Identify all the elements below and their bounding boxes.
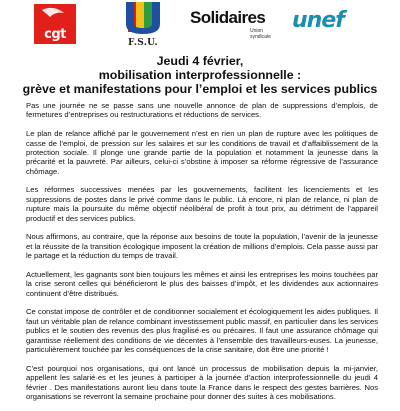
fsu-logo	[118, 0, 168, 48]
fsu-logo-graphic	[118, 0, 168, 38]
solidaires-logo-subtext: Union syndicale	[250, 28, 271, 40]
title-line-3: grève et manifestations pour l’emploi et les services publics	[22, 82, 378, 97]
paragraph: Ce constat impose de contrôler et de conditionner socialement et écologiquement les aides publiques. Il faut un véritable plan de relance combinant investissement public massif, en particulier dans les services publics et le soutien des revenus des plus fragilisé·es ou précaires. Il faut une assurance chômage qui garantisse réellement des conditions de vie décentes à l’ensemble des travailleurs-euses. La jeunesse, particulièrement touchée par les conséquences de la crise sanitaire, doit être une priorité !	[26, 307, 378, 355]
paragraph: Les réformes successives menées par les gouvernements, facilitent les licenciements et les suppressions de postes dans le privé comme dans le public. Là encore, ni plan de relance, ni plan de rupture mais la poursuite du même objectif néolibéral de profit à tout prix, au détriment de l’appareil productif et des services publics.	[26, 185, 378, 223]
paragraph: Actuellement, les gagnants sont bien toujours les mêmes et ainsi les entreprises les moins touchées par la crise seront celles qui bénéficieront le plus des baisses d’impôt, et les dividendes aux actionnaires continuent d’être distribués.	[26, 269, 378, 298]
paragraph: Le plan de relance affiché par le gouvernement n’est en rien un plan de rupture avec les politiques de casse de l’emploi, de pression sur les salaires et sur les conditions de travail et d’affaiblissement de la protection sociale. Il plonge une grande partie de la population et notamment la jeunesse dans la précarité et la pauvreté. Par ailleurs, celui-ci s’obstine à imposer sa réforme régressive de l’assurance chômage.	[26, 129, 378, 176]
paragraph: Nous affirmons, au contraire, que la réponse aux besoins de toute la population, l’avenir de la jeunesse et la réussite de la transition écologique imposent la création de millions d’emplois. Cela passe aussi par le partage et la réduction du temps de travail.	[26, 232, 378, 261]
solidaires-logo-text: Solidaires	[190, 8, 266, 27]
paragraph: Pas une journée ne se passe sans une nouvelle annonce de plan de suppressions d’emplois, de fermetures d’entreprises ou restructurations et réductions de services.	[26, 101, 378, 120]
title-line-1: Jeudi 4 février,	[156, 54, 244, 68]
cgt-logo-text: cgt	[44, 27, 66, 42]
logo-row	[0, 0, 400, 50]
title-line-2: mobilisation interprofessionnelle :	[98, 68, 302, 83]
unef-logo-text: unef	[292, 8, 344, 33]
fsu-logo-text: F.S.U.	[128, 38, 158, 48]
solidaires-logo	[190, 6, 280, 38]
document-title	[20, 54, 380, 97]
document-body	[26, 101, 378, 411]
cgt-logo	[34, 4, 76, 44]
paragraph: C’est pourquoi nos organisations, qui ont lancé un processus de mobilisation depuis la mi-janvier, appellent les salarié·es et les jeunes à participer à la journée d’action interprofessionnelle du jeudi 4 février . Des manifestations auront lieu dans toute la France dans le respect des gestes barrières. Nos organisations se reverront la semaine prochaine pour donner des suites à ces mobilisations.	[26, 363, 378, 401]
unef-logo	[292, 8, 356, 32]
